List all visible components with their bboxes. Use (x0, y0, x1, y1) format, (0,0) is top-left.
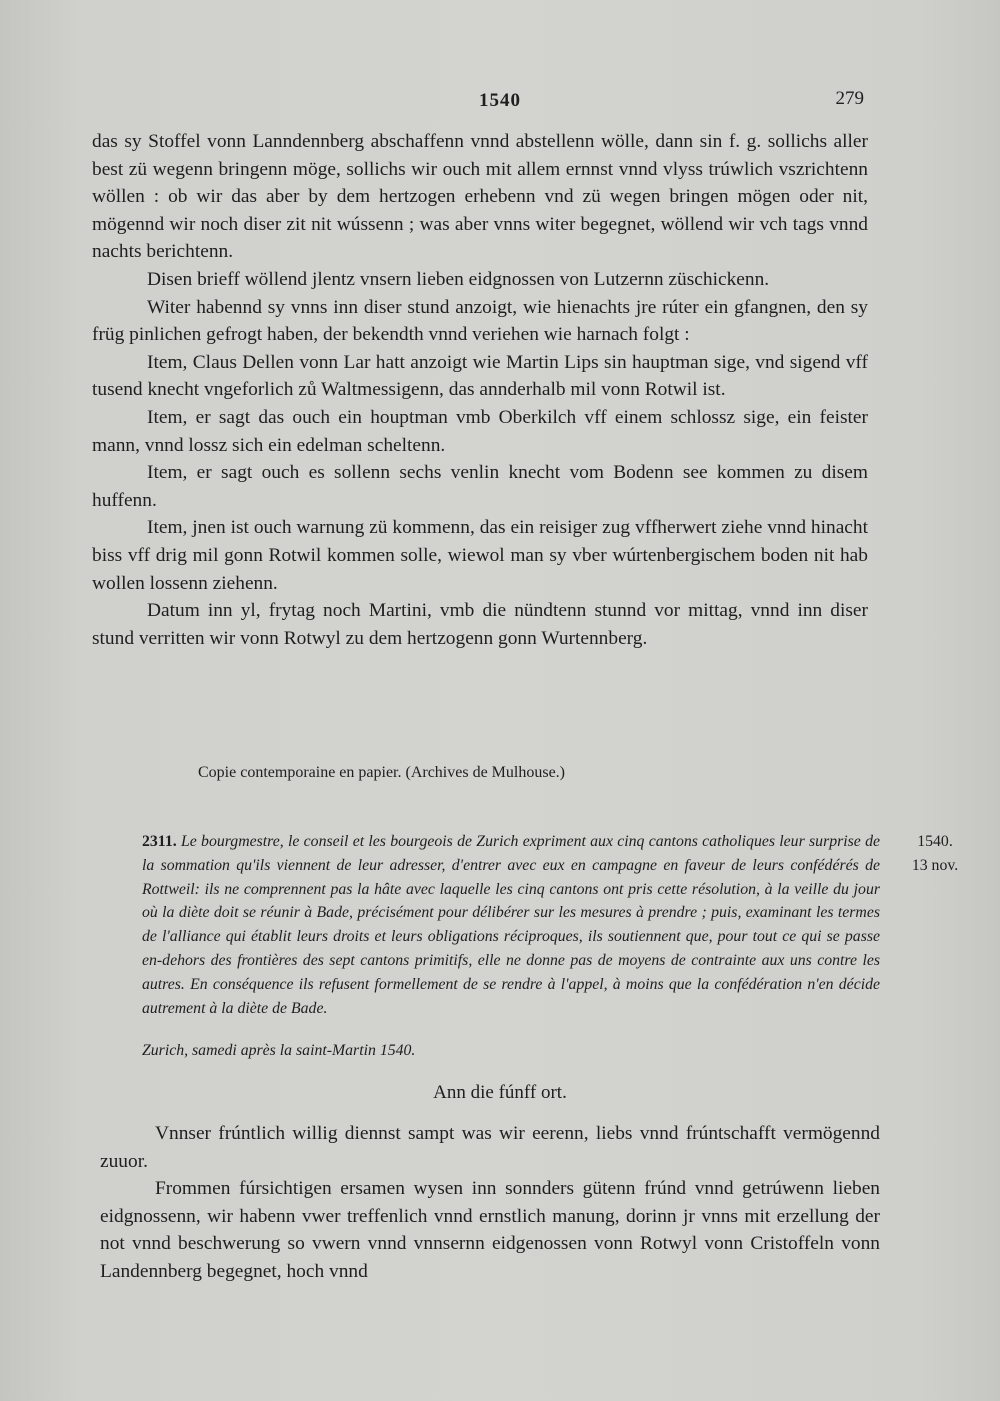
running-head-year: 1540 (479, 90, 521, 111)
letter-heading: Ann die fúnff ort. (433, 1082, 567, 1103)
margin-day: 13 nov. (911, 856, 959, 874)
paragraph-dateline: Datum inn yl, frytag noch Martini, vmb die nündtenn stunnd vor mittag, vnnd inn diser stund verritten wir vonn Rotwyl zu dem hertzogenn gonn Wurtennberg. (92, 600, 868, 649)
paragraph: Item, Claus Dellen vonn Lar hatt anzoigt wie Martin Lips sin hauptman sige, vnd sigend vff tusend knecht vngeforlich zů Waltmessigenn, das annderhalb mil vonn Rotwil ist. (92, 351, 868, 401)
paragraph: Disen brieff wöllend jlentz vnsern lieben eidgnossen von Lutzernn züschickenn. (147, 268, 770, 290)
paragraph: Witer habennd sy vnns inn diser stund anzoigt, wie hienachts jre rúter ein gfangnen, den sy früg pinlichen gefrogt haben, der bekendth vnnd veriehen wie harnach folgt : (92, 296, 868, 346)
letter-body (100, 1120, 880, 1286)
paragraph-continuation: das sy Stoffel vonn Lanndennberg abschaffenn vnnd abstellenn wölle, dann sin f. g. sollichs aller best zü wegenn bringenn möge, sollichs wir ouch mit allem ernnst vnnd vlyss trúwlich vszrichtenn wöllen : ob wir das aber by dem hertzogen erhebenn vnd zü wegen bringen mögen oder nit, mögennd wir noch diser zit nit wússenn ; was aber vnns witer begegnet, wöllend wir vch tags vnnd nachts berichtenn. (92, 131, 868, 263)
entry-summary-text: Le bourgmestre, le conseil et les bourgeois de Zurich expriment aux cinq cantons catholiques leur surprise de la sommation qu'ils viennent de leur adresser, d'entrer avec eux en campagne en faveur de leurs confédérés de Rottweil: ils ne comprennent pas la hâte avec laquelle les cinq cantons ont pris cette résolution, à la veille du jour où la diète doit se réunir à Bade, précisément pour délibérer sur les mesures à prendre ; puis, examinant les termes de l'alliance qui établit leurs droits et leurs obligations réciproques, ils soutiennent que, pour tout ce qui se passe en-dehors des frontières des sept cantons primitifs, elle ne donne pas de moyens de contrainte aux uns contre les autres. En conséquence ils refusent formellement de se rendre à l'appel, à moins que la confédération n'en décide autrement à la diète de Bade. (142, 833, 881, 1017)
page-number: 279 (835, 88, 864, 109)
paragraph: Item, er sagt das ouch ein houptman vmb Oberkilch vff einem schlossz sige, ein feister mann, vnnd lossz sich ein edelman scheltenn. (92, 406, 868, 456)
entry-date-place: Zurich, samedi après la saint-Martin 1540. (142, 1042, 416, 1059)
document-body (92, 128, 868, 652)
source-note: Copie contemporaine en papier. (Archives de Mulhouse.) (198, 764, 565, 781)
margin-date (900, 830, 970, 878)
entry-summary (142, 830, 880, 1020)
margin-year: 1540. (917, 833, 953, 850)
entry-number: 2311. (142, 833, 177, 850)
letter-paragraph: Vnnser frúntlich willig diennst sampt was wir eerenn, liebs vnnd frúntschafft vermögennd zuuor. (100, 1123, 880, 1172)
paragraph: Item, er sagt ouch es sollenn sechs venlin knecht vom Bodenn see kommen zu disem huffenn. (92, 462, 868, 511)
letter-paragraph: Frommen fúrsichtigen ersamen wysen inn sonnders gütenn frúnd vnnd getrúwenn lieben eidgnossenn, wir habenn vwer treffenlich vnnd ernstlich manung, dorinn jr vnns mit erzellung der not vnnd beschwerung so vwern vnnd vnnsernn eidgenossen vonn Rotwyl vonn Cristoffeln vonn Landennberg begegnet, hoch vnnd (100, 1178, 880, 1282)
paragraph: Item, jnen ist ouch warnung zü kommenn, das ein reisiger zug vffherwert ziehe vnnd hinacht biss vff drig mil gonn Rotwil kommen solle, wiewol man sy vber wúrtenbergischem boden nit hab wollen lossenn ziehenn. (92, 517, 868, 594)
